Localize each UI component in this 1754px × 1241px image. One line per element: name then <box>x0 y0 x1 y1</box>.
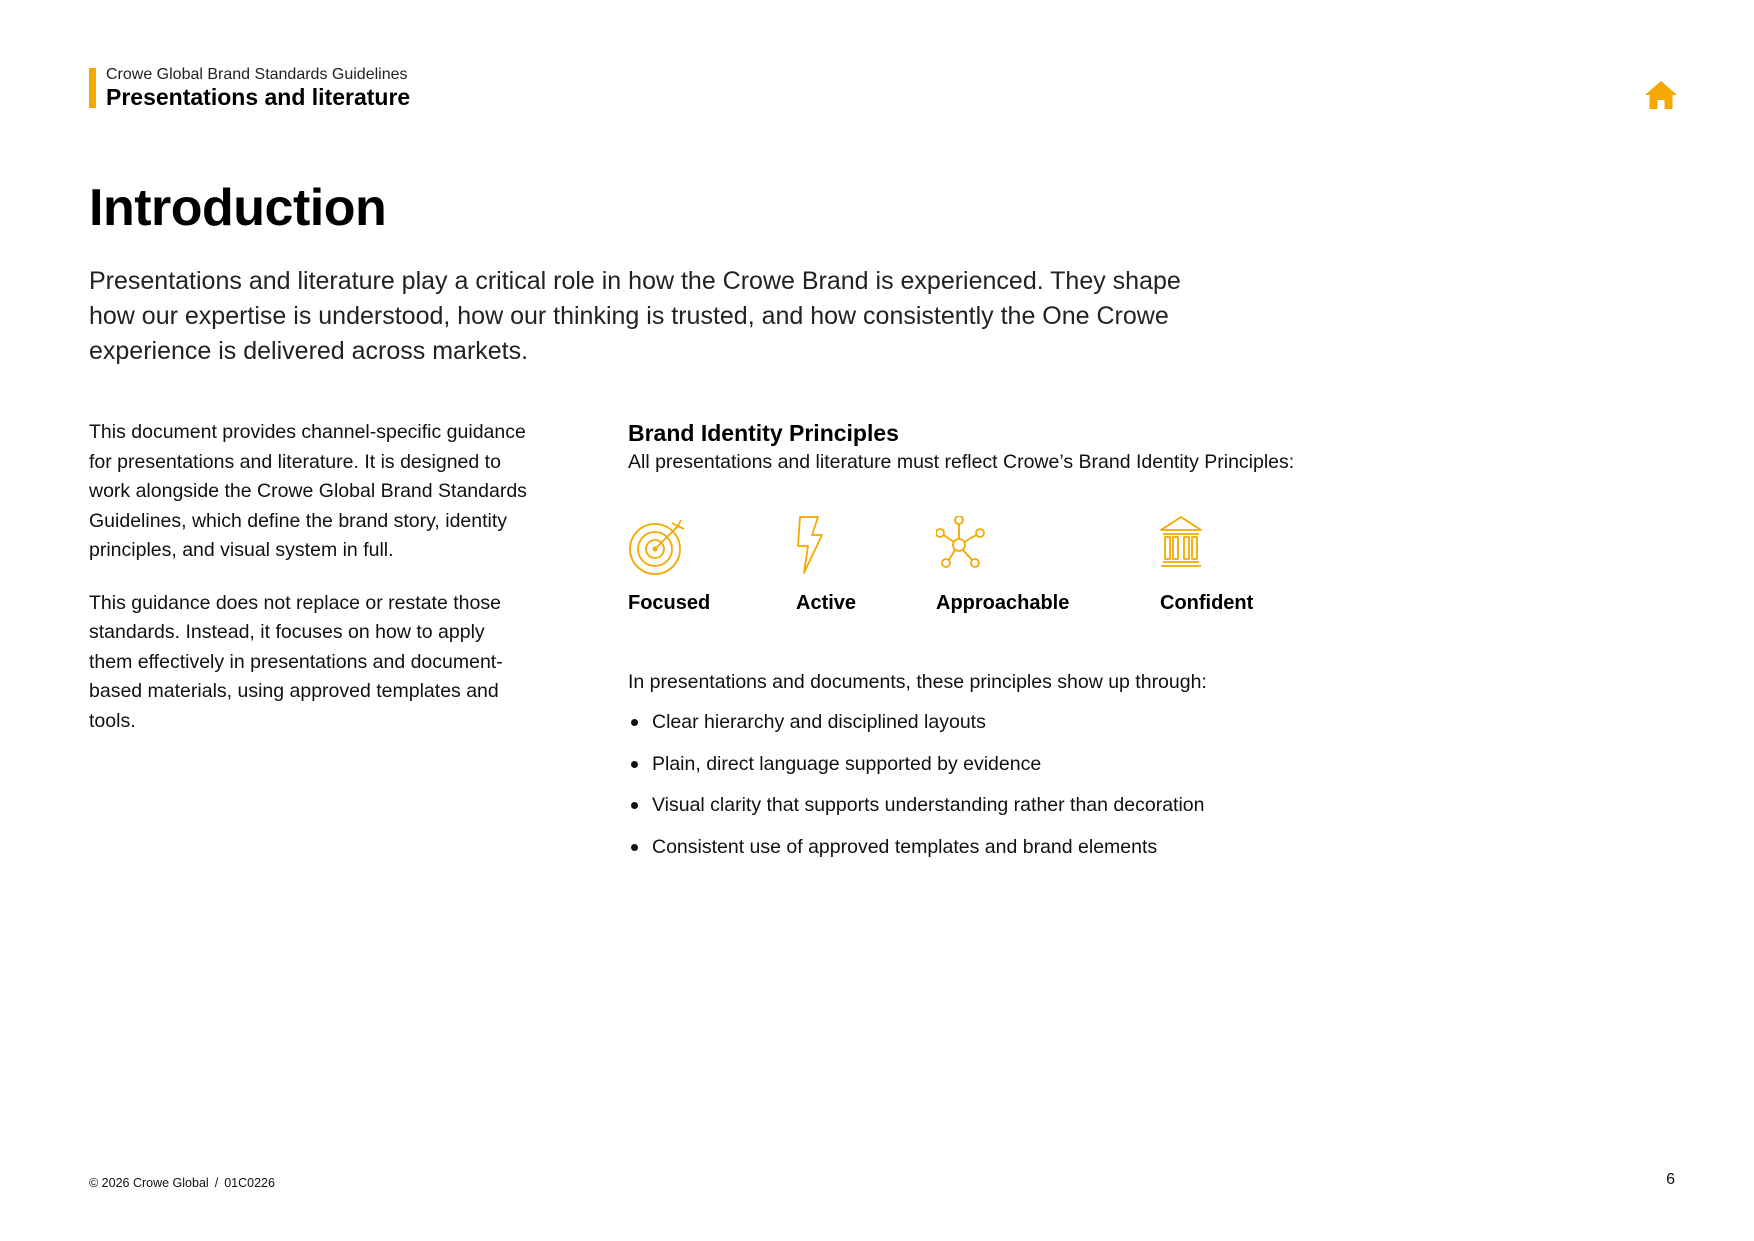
network-icon <box>936 516 996 576</box>
page-number: 6 <box>1666 1171 1675 1188</box>
principle-active <box>796 516 857 614</box>
list-item: Consistent use of approved templates and brand elements <box>628 833 1204 861</box>
lightning-icon <box>796 516 856 576</box>
principle-label: Active <box>796 592 857 614</box>
principles-section <box>628 418 1528 858</box>
list-item: Clear hierarchy and disciplined layouts <box>628 708 1204 736</box>
list-item: Visual clarity that supports understanding rather than decoration <box>628 791 1204 819</box>
building-icon <box>1160 516 1220 576</box>
page-title: Introduction <box>89 179 387 237</box>
header-title: Presentations and literature <box>106 84 411 110</box>
list-item: Plain, direct language supported by evidence <box>628 750 1204 778</box>
left-paragraph: This document provides channel-specific guidance for presentations and literature. It is designed to work alongside the Crowe Global Brand Standards Guidelines, which define the brand story, identity principles, and visual system in full. <box>89 421 527 561</box>
principles-bullet-list <box>628 708 1204 874</box>
header-text <box>106 68 410 108</box>
document-header <box>89 68 410 108</box>
document-code: 01C0226 <box>224 1176 275 1190</box>
principle-confident <box>1160 516 1254 614</box>
target-icon <box>628 516 688 576</box>
principles-subtitle: All presentations and literature must reflect Crowe’s Brand Identity Principles: <box>628 451 1295 473</box>
home-icon[interactable] <box>1644 80 1678 110</box>
footer-copyright <box>89 1175 275 1191</box>
principles-row <box>628 516 1528 636</box>
principles-title: Brand Identity Principles <box>628 420 899 446</box>
footer-separator: / <box>214 1176 219 1190</box>
header-subtitle: Crowe Global Brand Standards Guidelines <box>106 66 408 83</box>
copyright-text: © 2026 Crowe Global <box>89 1176 209 1190</box>
principle-label: Approachable <box>936 592 1070 614</box>
intro-paragraph: Presentations and literature play a critical role in how the Crowe Brand is experienced. They shape how our expertise is understood, how our thinking is trusted, and how consistently the One Crowe experience is delivered across markets. <box>89 267 1181 365</box>
principle-approachable <box>936 516 1070 614</box>
principle-label: Confident <box>1160 592 1254 614</box>
principles-intro-line: In presentations and documents, these principles show up through: <box>628 671 1207 693</box>
principle-label: Focused <box>628 592 711 614</box>
left-column <box>89 418 529 759</box>
principle-focused <box>628 516 711 614</box>
header-accent-bar <box>89 68 96 108</box>
left-paragraph: This guidance does not replace or restate those standards. Instead, it focuses on how to apply them effectively in presentations and document-based materials, using approved templates and tools. <box>89 591 503 732</box>
